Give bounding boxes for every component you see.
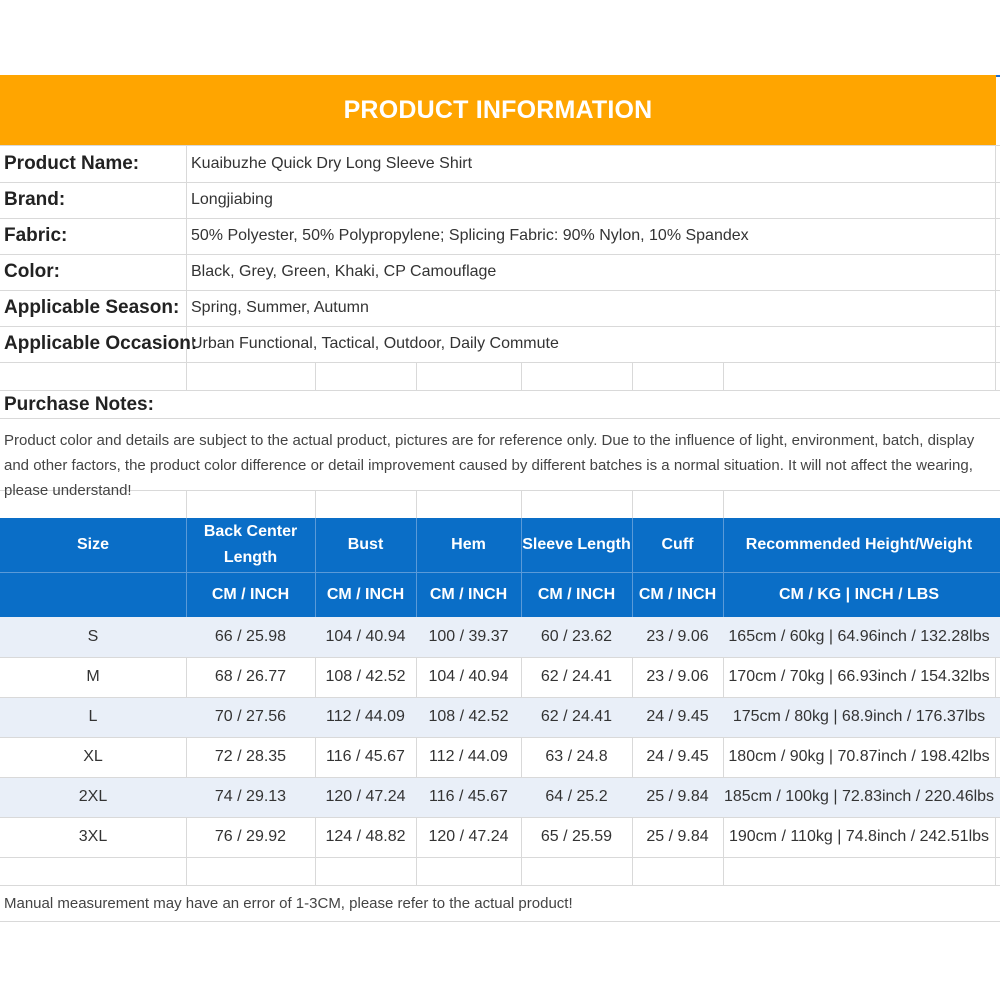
table-cell: 66 / 25.98 (214, 628, 287, 645)
table-cell: 72 / 28.35 (214, 748, 287, 765)
table-row (0, 657, 1000, 697)
table-cell: 175cm / 80kg | 68.9inch / 176.37lbs (732, 708, 986, 725)
table-cell: 170cm / 70kg | 66.93inch / 154.32lbs (728, 668, 990, 685)
table-cell: 3XL (78, 828, 108, 845)
column-header-sleeve-length: Sleeve Length (522, 536, 631, 553)
info-value: Kuaibuzhe Quick Dry Long Sleeve Shirt (191, 155, 473, 172)
info-label: Fabric: (4, 225, 68, 246)
table-cell: 120 / 47.24 (428, 828, 509, 845)
info-label: Product Name: (4, 153, 140, 174)
info-label: Applicable Occasion: (4, 333, 198, 354)
table-cell: 63 / 24.8 (545, 748, 608, 765)
table-cell: 100 / 39.37 (428, 628, 509, 645)
table-cell: 23 / 9.06 (646, 628, 709, 645)
table-row (0, 737, 1000, 777)
table-cell: 165cm / 60kg | 64.96inch / 132.28lbs (728, 628, 990, 645)
table-cell: 62 / 24.41 (540, 708, 613, 725)
info-label: Brand: (4, 189, 66, 210)
table-cell: 185cm / 100kg | 72.83inch / 220.46lbs (723, 788, 995, 805)
page-title: PRODUCT INFORMATION (0, 75, 996, 145)
table-row (0, 777, 1000, 817)
column-header-cuff: Cuff (661, 536, 694, 553)
table-cell: 62 / 24.41 (540, 668, 613, 685)
info-value: Urban Functional, Tactical, Outdoor, Daily Commute (191, 335, 559, 352)
table-cell: 104 / 40.94 (428, 668, 509, 685)
table-cell: S (87, 628, 99, 645)
table-cell: 112 / 44.09 (326, 708, 405, 725)
info-row-product-name (0, 146, 1000, 182)
info-row-season (0, 290, 1000, 326)
grid-line (0, 737, 1000, 738)
table-cell: 24 / 9.45 (646, 748, 709, 765)
grid-line (0, 657, 1000, 658)
table-cell: 116 / 45.67 (326, 748, 405, 765)
table-cell: 124 / 48.82 (325, 828, 406, 845)
grid-line (0, 857, 1000, 858)
grid-line (521, 362, 522, 390)
table-cell: XL (83, 748, 103, 765)
unit-header (0, 573, 186, 617)
table-cell: 24 / 9.45 (646, 708, 709, 725)
table-cell: 108 / 42.52 (325, 668, 406, 685)
table-cell: 68 / 26.77 (214, 668, 287, 685)
info-label: Applicable Season: (4, 297, 180, 318)
unit-header: CM / INCH (326, 586, 405, 603)
info-row-fabric (0, 218, 1000, 254)
purchase-notes-text: Product color and details are subject to the actual product, pictures are for reference only. Due to the influence of light, environment, batch, display and other factors, the product color difference or detail improvement caused by different batches is a normal situation. It will not affect the wearing, please understand! (4, 432, 975, 499)
info-row-color (0, 254, 1000, 290)
table-cell: 108 / 42.52 (428, 708, 509, 725)
measurement-note: Manual measurement may have an error of 1-3CM, please refer to the actual product! (4, 895, 573, 912)
info-value: Black, Grey, Green, Khaki, CP Camouflage (191, 263, 497, 280)
grid-line (0, 697, 1000, 698)
table-cell: 74 / 29.13 (214, 788, 287, 805)
grid-line (723, 362, 724, 390)
table-cell: 116 / 45.67 (429, 788, 508, 805)
column-header-size: Size (76, 536, 109, 553)
unit-header: CM / INCH (537, 586, 616, 603)
unit-header: CM / INCH (429, 586, 508, 603)
unit-header: CM / INCH (211, 586, 290, 603)
table-cell: 64 / 25.2 (545, 788, 608, 805)
purchase-notes-label: Purchase Notes: (4, 394, 154, 415)
table-cell: 23 / 9.06 (646, 668, 709, 685)
table-cell: 190cm / 110kg | 74.8inch / 242.51lbs (728, 828, 990, 845)
table-cell: 70 / 27.56 (214, 708, 287, 725)
table-cell: 60 / 23.62 (540, 628, 613, 645)
column-header-back-center-length: Back Center Length (203, 523, 298, 566)
unit-header: CM / INCH (638, 586, 717, 603)
column-header-bust: Bust (347, 536, 384, 553)
grid-line (315, 362, 316, 390)
table-cell: 76 / 29.92 (214, 828, 287, 845)
table-cell: 25 / 9.84 (646, 788, 709, 805)
table-cell: 180cm / 90kg | 70.87inch / 198.42lbs (728, 748, 990, 765)
info-row-brand (0, 182, 1000, 218)
info-row-occasion (0, 326, 1000, 362)
grid-line (0, 362, 1000, 363)
table-cell: 112 / 44.09 (429, 748, 508, 765)
info-value: Longjiabing (191, 191, 273, 208)
grid-line (416, 362, 417, 390)
grid-line (0, 921, 1000, 922)
table-cell: L (88, 708, 98, 725)
grid-line (632, 362, 633, 390)
table-cell: 120 / 47.24 (325, 788, 406, 805)
table-row (0, 617, 1000, 657)
table-cell: 2XL (78, 788, 108, 805)
grid-line (0, 817, 1000, 818)
table-cell: 25 / 9.84 (646, 828, 709, 845)
table-cell: M (86, 668, 100, 685)
table-row (0, 817, 1000, 857)
unit-header: CM / KG | INCH / LBS (778, 586, 940, 603)
info-label: Color: (4, 261, 60, 282)
column-header-hem: Hem (451, 536, 486, 553)
table-cell: 65 / 25.59 (540, 828, 613, 845)
selection-edge (996, 75, 1000, 77)
grid-line (0, 885, 1000, 886)
column-header-recommended: Recommended Height/Weight (745, 536, 973, 553)
table-cell: 104 / 40.94 (325, 628, 406, 645)
info-value: 50% Polyester, 50% Polypropylene; Splicing Fabric: 90% Nylon, 10% Spandex (191, 227, 749, 244)
table-row (0, 697, 1000, 737)
grid-line (0, 777, 1000, 778)
info-value: Spring, Summer, Autumn (191, 299, 369, 316)
